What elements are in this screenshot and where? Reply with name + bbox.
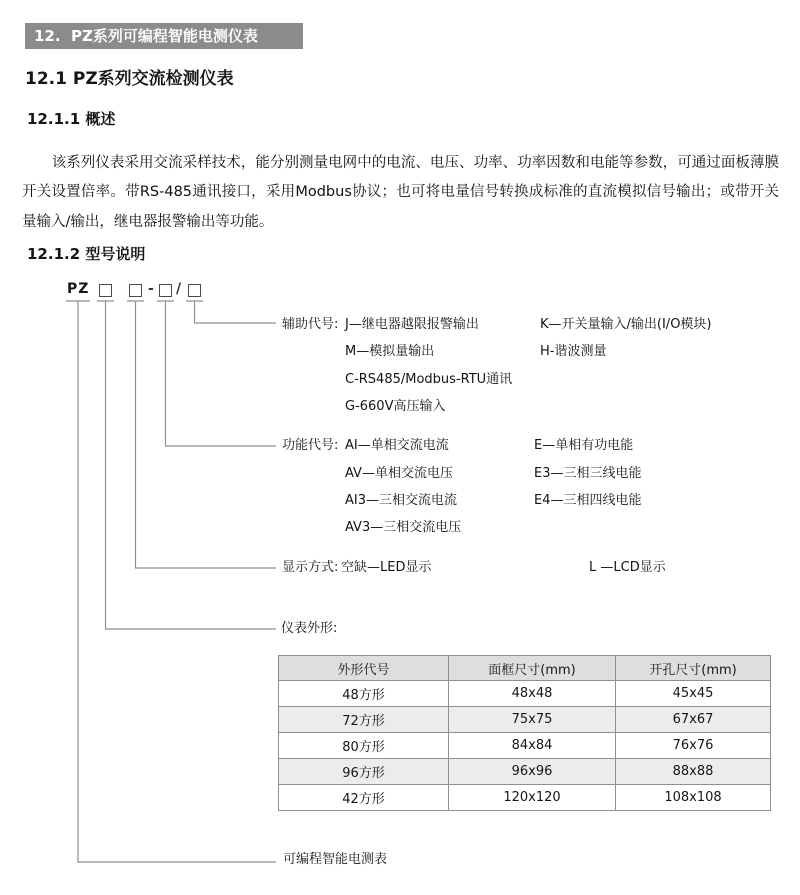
meter-shape-label: 仪表外形: bbox=[281, 621, 338, 636]
model-placeholder-box-function bbox=[159, 284, 172, 297]
function-code-item: AV—单相交流电压 bbox=[345, 466, 453, 481]
cell-cutout-size: 88x88 bbox=[616, 759, 771, 785]
table-row bbox=[279, 759, 771, 785]
cell-shape-code: 80方形 bbox=[279, 733, 449, 759]
model-placeholder-box-shape bbox=[99, 284, 112, 297]
cell-frame-size: 84x84 bbox=[449, 733, 616, 759]
function-code-label: 功能代号: bbox=[282, 438, 339, 453]
cell-cutout-size: 76x76 bbox=[616, 733, 771, 759]
aux-code-item: M—模拟量输出 bbox=[345, 344, 435, 359]
model-slash-separator: / bbox=[176, 281, 182, 297]
table-row bbox=[279, 733, 771, 759]
model-placeholder-box-display bbox=[129, 284, 142, 297]
table-row bbox=[279, 785, 771, 811]
cell-cutout-size: 67x67 bbox=[616, 707, 771, 733]
aux-code-item: H-谐波测量 bbox=[540, 344, 607, 359]
cell-frame-size: 120x120 bbox=[449, 785, 616, 811]
cell-shape-code: 96方形 bbox=[279, 759, 449, 785]
function-code-item: AV3—三相交流电压 bbox=[345, 520, 462, 535]
function-code-item: E—单相有功电能 bbox=[534, 438, 634, 453]
column-header-frame-size: 面框尺寸(mm) bbox=[449, 656, 616, 681]
aux-code-label: 辅助代号: bbox=[282, 317, 339, 332]
model-dash-separator: - bbox=[148, 281, 154, 297]
aux-code-item: J—继电器越限报警输出 bbox=[345, 317, 479, 332]
cell-frame-size: 75x75 bbox=[449, 707, 616, 733]
programmable-meter-label: 可编程智能电测表 bbox=[283, 852, 388, 867]
cell-cutout-size: 45x45 bbox=[616, 681, 771, 707]
aux-code-item: C-RS485/Modbus-RTU通讯 bbox=[345, 372, 513, 387]
model-placeholder-box-aux bbox=[188, 284, 201, 297]
cell-frame-size: 96x96 bbox=[449, 759, 616, 785]
column-header-shape-code: 外形代号 bbox=[279, 656, 449, 681]
section-title: 12.1 PZ系列交流检测仪表 bbox=[25, 69, 234, 89]
cell-frame-size: 48x48 bbox=[449, 681, 616, 707]
dimensions-table bbox=[278, 655, 771, 811]
overview-paragraph: 该系列仪表采用交流采样技术，能分别测量电网中的电流、电压、功率、功率因数和电能等参数，可通过面板薄膜开关设置倍率。带RS-485通讯接口，采用Modbus协议；也可将电量信号转换成标准的直流模拟信号输出；或带开关量输入/输出，继电器报警输出等功能。 bbox=[22, 154, 779, 230]
table-row bbox=[279, 707, 771, 733]
cell-shape-code: 42方形 bbox=[279, 785, 449, 811]
function-code-item: E4—三相四线电能 bbox=[534, 493, 642, 508]
subsection-model-title: 12.1.2 型号说明 bbox=[27, 245, 146, 263]
table-header-row bbox=[279, 656, 771, 681]
function-code-item: AI—单相交流电流 bbox=[345, 438, 449, 453]
display-mode-lcd: L —LCD显示 bbox=[589, 560, 666, 575]
aux-code-item: G-660V高压输入 bbox=[345, 399, 446, 414]
cell-shape-code: 72方形 bbox=[279, 707, 449, 733]
display-mode-led: 空缺—LED显示 bbox=[341, 560, 432, 575]
aux-code-item: K—开关量输入/输出(I/O模块) bbox=[540, 317, 712, 332]
function-code-item: E3—三相三线电能 bbox=[534, 466, 642, 481]
subsection-overview-title: 12.1.1 概述 bbox=[27, 110, 116, 128]
column-header-cutout-size: 开孔尺寸(mm) bbox=[616, 656, 771, 681]
chapter-header-bar: 12. PZ系列可编程智能电测仪表 bbox=[25, 23, 303, 49]
display-mode-label: 显示方式: bbox=[282, 560, 339, 575]
cell-cutout-size: 108x108 bbox=[616, 785, 771, 811]
cell-shape-code: 48方形 bbox=[279, 681, 449, 707]
function-code-item: AI3—三相交流电流 bbox=[345, 493, 457, 508]
model-prefix: PZ bbox=[67, 281, 90, 297]
table-row bbox=[279, 681, 771, 707]
